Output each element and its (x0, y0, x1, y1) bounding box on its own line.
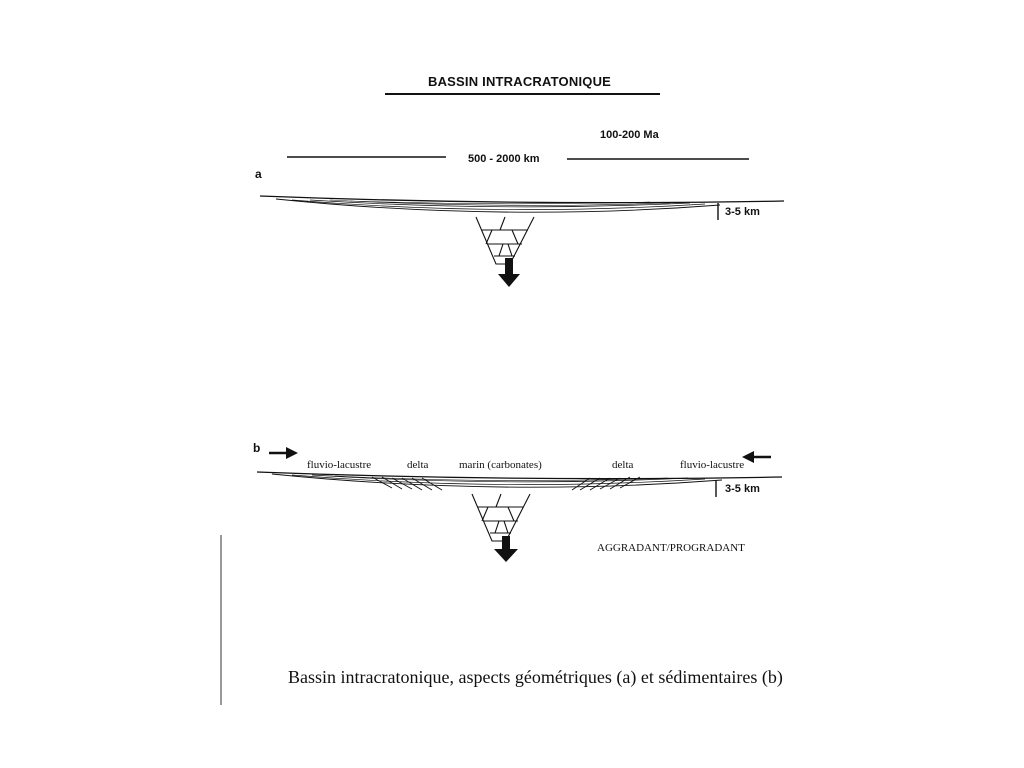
panel-b-label: b (253, 441, 261, 455)
basin-a (260, 196, 784, 212)
age-label: 100-200 Ma (600, 129, 659, 141)
inflow-arrow-right (742, 451, 771, 463)
panel-a-label: a (255, 167, 262, 181)
rift-graben-a (476, 217, 534, 264)
zone-delta-right: delta (612, 459, 634, 471)
inflow-arrow-left (269, 447, 298, 459)
zone-marin: marin (carbonates) (459, 459, 542, 471)
subsidence-arrow-a (498, 258, 520, 287)
zone-delta-left: delta (407, 459, 429, 471)
rift-graben-b (472, 494, 530, 541)
zone-fluvio-lacustre-left: fluvio-lacustre (307, 459, 372, 471)
depth-label-b: 3-5 km (725, 483, 760, 495)
diagram-title: BASSIN INTRACRATONIQUE (428, 74, 612, 89)
zone-fluvio-lacustre-right: fluvio-lacustre (680, 459, 745, 471)
figure-caption: Bassin intracratonique, aspects géométriques (a) et sédimentaires (b) (288, 667, 783, 687)
width-label: 500 - 2000 km (468, 153, 540, 165)
basin-b (257, 472, 782, 487)
depth-label-a: 3-5 km (725, 206, 760, 218)
subsidence-arrow-b (494, 536, 518, 562)
stacking-pattern-label: AGGRADANT/PROGRADANT (597, 542, 745, 554)
